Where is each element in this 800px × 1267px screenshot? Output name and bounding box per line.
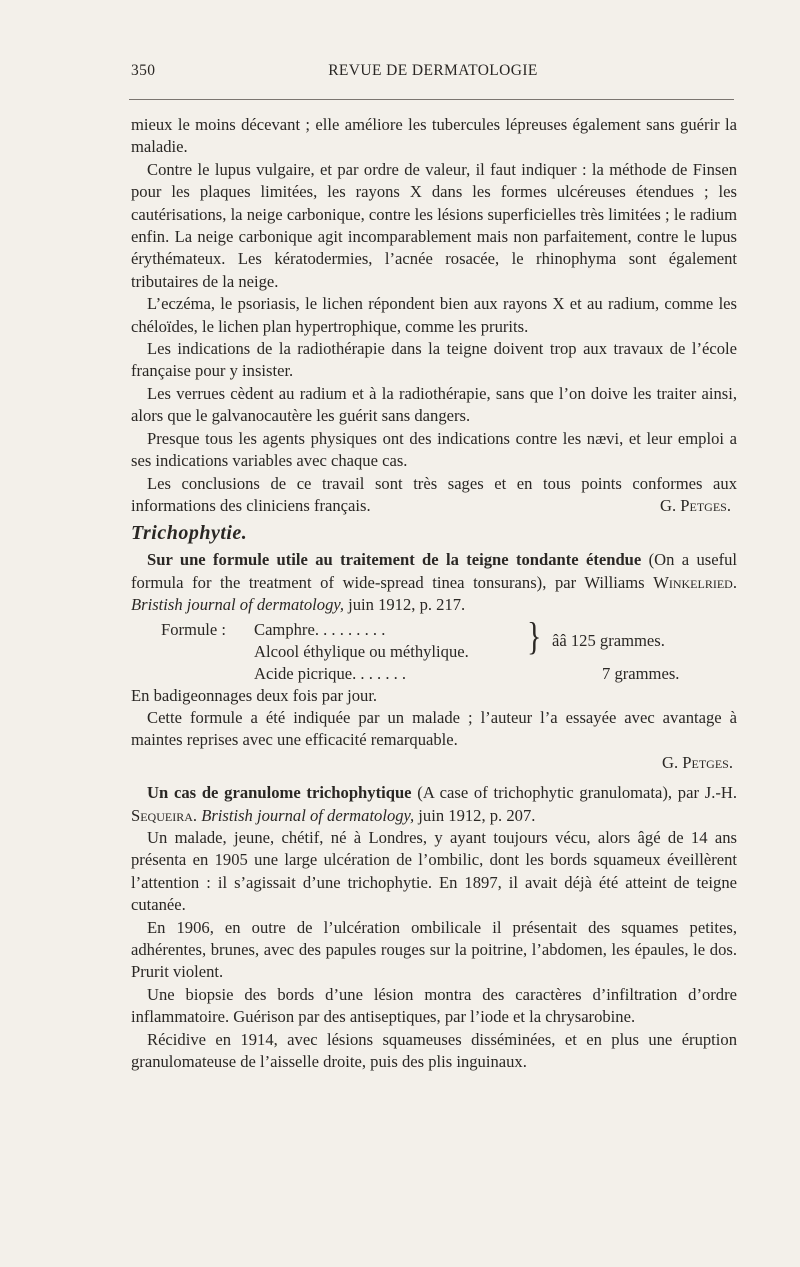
ingredient-camphor: Camphre. . . . . . . . .	[254, 619, 386, 639]
article-1-date: juin 1912, p. 217.	[343, 595, 466, 615]
paragraph: Une biopsie des bords d’une lésion montra des caractères d’infiltration d’ordre inflammatoire. Guérison par des antiseptiques, par l’iode et la chrysarobine.	[131, 984, 737, 1027]
article-2-sep: .	[192, 805, 202, 825]
conclusion-text: Les conclusions de ce travail sont très sages et en tous points conformes aux informations des cliniciens français.	[131, 473, 737, 515]
article-1-sep: .	[732, 572, 737, 592]
page-number: 350	[131, 62, 156, 79]
paragraph: Les verrues cèdent au radium et à la radiothérapie, sans que l’on doive les traiter ainsi, alors que le galvanocautère les guérit sans dangers.	[131, 383, 737, 426]
article-2-author: Sequeira	[131, 805, 193, 825]
conclusion-paragraph	[131, 473, 737, 518]
paragraph: mieux le moins décevant ; elle améliore les tubercules lépreuses également sans guérir la maladie.	[131, 115, 737, 157]
quantity-picric: 7 grammes.	[602, 663, 680, 683]
article-2-citation	[131, 782, 737, 827]
ingredient-alcohol: Alcool éthylique ou méthylique.	[254, 641, 469, 661]
body-text	[131, 114, 737, 1073]
journal-title: REVUE DE DERMATOLOGIE	[328, 62, 538, 79]
quantity-shared: ââ 125 grammes.	[552, 630, 665, 650]
article-1-journal: Bristish journal of dermatology,	[131, 595, 344, 615]
paragraph: Contre le lupus vulgaire, et par ordre de valeur, il faut indiquer : la méthode de Finsen pour les plaques limitées, les rayons X dans les formes ulcéreuses étendues ; les cautérisations, la neige carbonique, contre les lésions superficielles très limitées ; le radium enfin. La neige carbonique agit incomparablement mais non parfaitement, contre le lupus érythémateux. Les kératodermies, l’acnée rosacée, le rhinophyma sont également tributaires de la neige.	[131, 159, 737, 291]
paragraph: En badigeonnages deux fois par jour.	[131, 685, 378, 705]
article-2-title: Un cas de granulome trichophytique	[147, 783, 412, 803]
paragraph: En 1906, en outre de l’ulcération ombilicale il présentait des squames petites, adhérentes, brunes, avec des papules rouges sur la poitrine, l’abdomen, les épaules, le dos. Prurit violent.	[131, 917, 737, 982]
paragraph: L’eczéma, le psoriasis, le lichen répondent bien aux rayons X et au radium, comme les chéloïdes, le lichen plan hypertrophique, comme les prurits.	[131, 294, 737, 336]
running-header	[131, 62, 735, 86]
article-1-title: Sur une formule utile au traitement de la teigne tondante étendue	[147, 550, 642, 570]
article-2-english: (A case of trichophytic granulomata), par J.-H.	[411, 783, 737, 803]
brace: }	[527, 615, 542, 659]
signature: G. Petges.	[662, 752, 733, 772]
article-1-english: (On a useful formula for the treatment of wide-spread tinea tonsurans), par Williams	[131, 550, 738, 592]
paragraph: Presque tous les agents physiques ont des indications contre les nævi, et leur emploi a ses indications variables avec chaque cas.	[131, 428, 737, 471]
header-rule	[129, 99, 734, 100]
paragraph: Cette formule a été indiquée par un malade ; l’auteur l’a essayée avec avantage à maintes reprises avec une efficacité remarquable.	[131, 707, 737, 750]
ingredient-picric-acid: Acide picrique. . . . . . .	[254, 663, 407, 683]
paragraph: Récidive en 1914, avec lésions squameuses disséminées, et en plus une éruption granulomateuse de l’aisselle droite, puis des plis inguinaux.	[131, 1029, 737, 1072]
signature: G. Petges.	[660, 495, 731, 515]
formula-label: Formule :	[161, 619, 226, 639]
article-1-author: Winkelried	[653, 572, 733, 592]
article-2-journal: Bristish journal of dermatology,	[201, 805, 415, 825]
section-heading: Trichophytie.	[131, 522, 248, 545]
paragraph: Un malade, jeune, chétif, né à Londres, y ayant toujours vécu, alors âgé de 14 ans présenta en 1905 une large ulcération de l’ombilic, dont les bords squameux éveillèrent l’attention : il s’agissait d’une trichophytie. En 1897, il avait déjà été atteint de teigne cutanée.	[131, 827, 737, 915]
paragraph: Les indications de la radiothérapie dans la teigne doivent trop aux travaux de l’école française pour y insister.	[131, 339, 737, 381]
formula	[131, 617, 737, 685]
article-2-date: juin 1912, p. 207.	[414, 805, 536, 825]
article-1-citation	[131, 549, 737, 616]
